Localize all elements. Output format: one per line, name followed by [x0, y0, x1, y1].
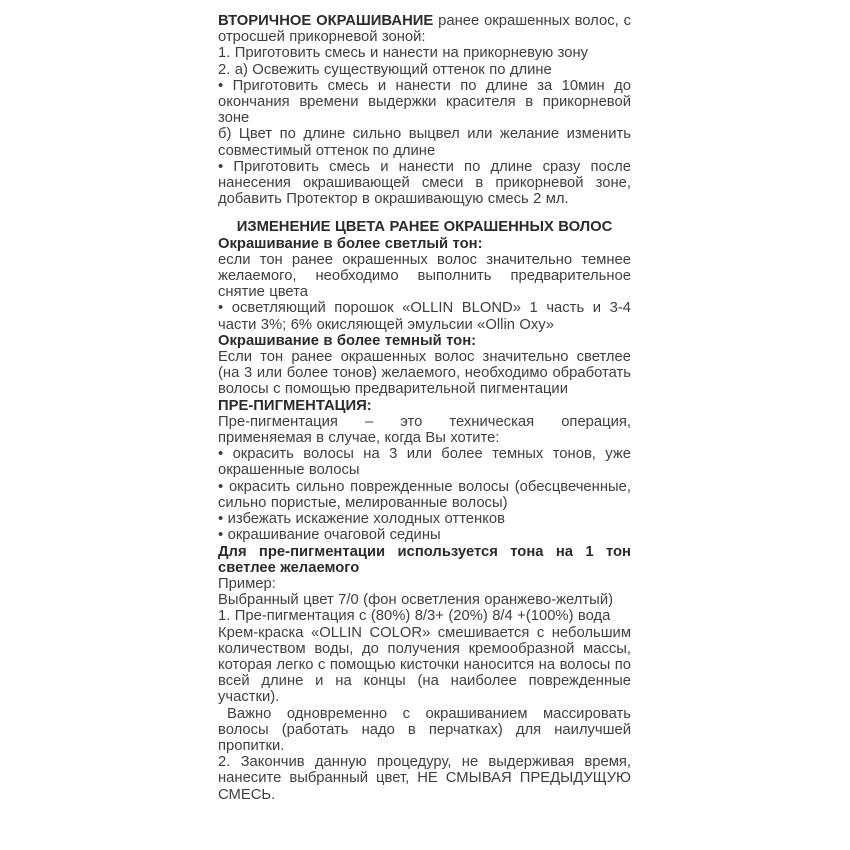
paragraph: 2. а) Освежить существующий оттенок по длине [218, 61, 552, 78]
paragraph-spacer [218, 207, 631, 219]
inline-text: ранее окрашенных волос, с отросшей прикорневой зоной: [218, 13, 631, 46]
paragraph: 1. Пре-пигментация с (80%) 8/3+ (20%) 8/4 +(100%) вода [218, 608, 611, 625]
section-heading: ИЗМЕНЕНИЕ ЦВЕТА РАНЕЕ ОКРАШЕННЫХ ВОЛОС [236, 219, 613, 236]
bullet-item: • осветляющий порошок «OLLIN BLOND» 1 часть и 3-4 части 3%; 6% окисляющей эмульсии «Ollin Oxy» [218, 300, 631, 333]
subsection-heading: Окрашивание в более темный тон: [218, 332, 477, 349]
paragraph: Крем-краска «OLLIN COLOR» смешивается с небольшим количеством воды, до получения кремообразной массы, которая легко с помощью кисточки наносится на волосы по всей длине и на концы (на наиболее поврежденные участки). [218, 624, 631, 706]
paragraph: если тон ранее окрашенных волос значительно темнее желаемого, необходимо выполнить предварительное снятие цвета [218, 251, 631, 301]
paragraph: Пример: [218, 575, 276, 592]
paragraph: Если тон ранее окрашенных волос значительно светлее (на 3 или более тонов) желаемого, необходимо обработать волосы с помощью предварительной пигментации [218, 349, 631, 398]
subsection-heading: Для пре-пигментации используется тона на 1 тон светлее желаемого [218, 543, 631, 576]
inline-heading: ВТОРИЧНОЕ ОКРАШИВАНИЕ [218, 13, 434, 29]
subsection-heading: ПРЕ-ПИГМЕНТАЦИЯ: [218, 397, 372, 414]
paragraph: Важно одновременно с окрашиванием массировать волосы (работать надо в перчатках) для наилучшей пропитки. [218, 705, 631, 754]
paragraph: 2. Закончив данную процедуру, не выдерживая время, нанесите выбранный цвет, НЕ СМЫВАЯ ПРЕДЫДУЩУЮ СМЕСЬ. [218, 754, 631, 803]
paragraph: Выбранный цвет 7/0 (фон осветления оранжево-желтый) [218, 592, 614, 609]
bullet-item: • Приготовить смесь и нанести по длине за 10мин до окончания времени выдержки красителя в прикорневой зоне [218, 77, 631, 127]
subsection-heading: Окрашивание в более светлый тон: [218, 235, 483, 252]
paragraph: б) Цвет по длине сильно выцвел или желание изменить совместимый оттенок по длине [218, 126, 631, 159]
bullet-item: • Приготовить смесь и нанести по длине сразу после нанесения окрашивающей смеси в прикорневой зоне, добавить Протектор в окрашивающую смесь 2 мл. [218, 158, 631, 208]
bullet-item: • окрасить волосы на 3 или более темных тонов, уже окрашенные волосы [218, 446, 631, 479]
text-column [218, 13, 631, 803]
bullet-item: • избежать искажение холодных оттенков [218, 511, 505, 528]
paragraph: 1. Приготовить смесь и нанести на прикорневую зону [218, 45, 589, 62]
bullet-item: • окрасить сильно поврежденные волосы (обесцвеченные, сильно пористые, мелированные волосы) [218, 478, 631, 511]
paragraph [218, 13, 631, 45]
paragraph: Пре-пигментация – это техническая операция, применяемая в случае, когда Вы хотите: [218, 413, 631, 447]
bullet-item: • окрашивание очаговой седины [218, 527, 441, 544]
